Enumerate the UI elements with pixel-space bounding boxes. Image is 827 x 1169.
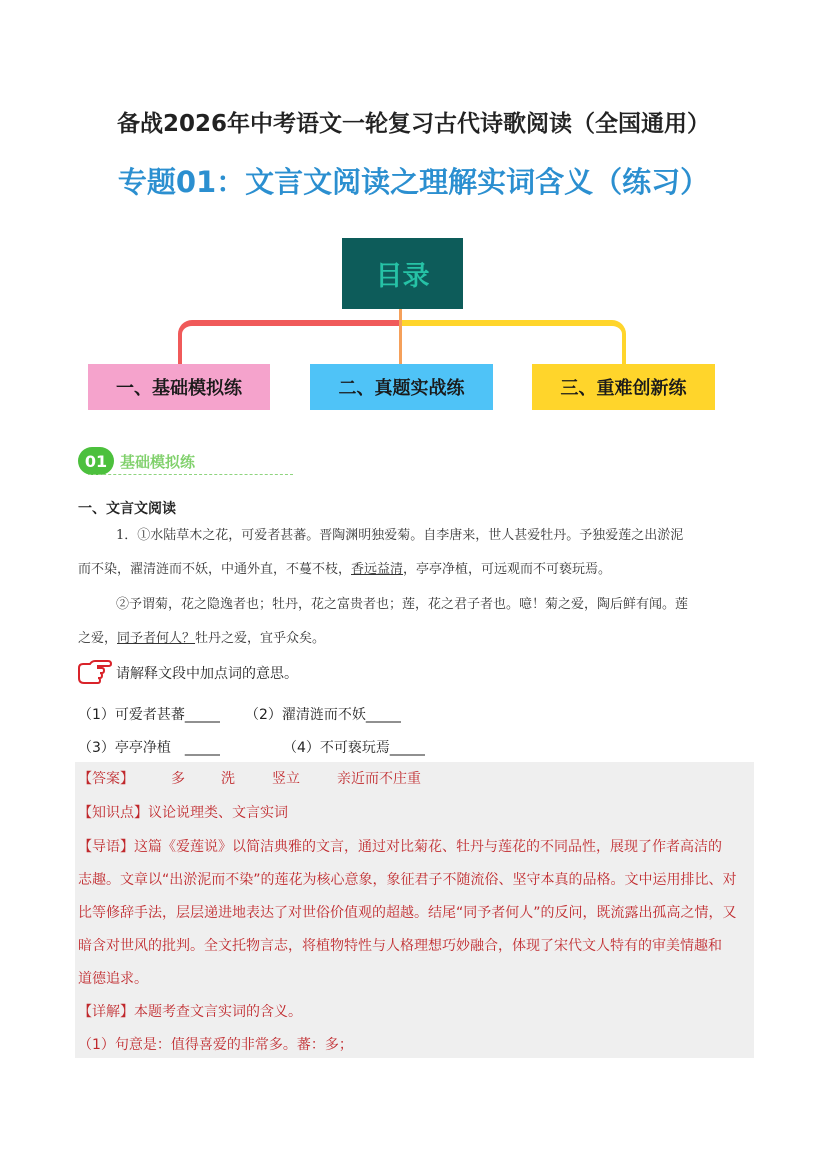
passage-line: 1．①水陆草木之花，可爱者甚蕃。晋陶渊明独爱菊。自李唐来，世人甚爱牡丹。予独爱莲之出淤泥: [116, 528, 684, 543]
guide-line-3: 比等修辞手法，层层递进地表达了对世俗价值观的超越。结尾“同予者何人”的反问，既流露出孤高之情，又: [78, 905, 737, 921]
passage-text: 而不染，濯清涟而不妖，中通外直，不蔓不枝，: [78, 562, 352, 577]
knowledge-tag: 【知识点】: [78, 805, 148, 821]
toc-item-innovation[interactable]: 三、重难创新练: [532, 364, 715, 410]
question-4: （4）不可亵玩焉_____: [283, 740, 425, 756]
passage-underlined-text: 同予者何人？: [117, 631, 196, 646]
guide-text: 这篇《爱莲说》以简洁典雅的文言，通过对比菊花、牡丹与莲花的不同品性，展现了作者高洁的: [134, 839, 722, 855]
passage-line: [78, 627, 325, 646]
answer-tag: 【答案】: [78, 771, 134, 787]
section-badge-underline: [88, 474, 293, 476]
detail-text: 本题考查文言实词的含义。: [134, 1004, 302, 1020]
guide-tag: 【导语】: [78, 839, 134, 855]
toc-connector-yellow: [400, 320, 626, 364]
section-badge-label: 基础模拟练: [120, 453, 196, 471]
toc-connector-red: [178, 320, 400, 364]
pointing-hand-icon: [76, 658, 112, 686]
knowledge-row: [78, 802, 288, 822]
section-badge-number: 01: [78, 447, 114, 475]
toc-root-box: 目录: [342, 238, 463, 309]
knowledge-text: 议论说理类、文言实词: [148, 805, 288, 821]
toc-item-real-exam[interactable]: 二、真题实战练: [310, 364, 493, 410]
passage-underlined-text: 香远益清: [351, 562, 404, 577]
answer-row: [78, 768, 421, 788]
passage-line: ②予谓菊，花之隐逸者也；牡丹，花之富贵者也；莲，花之君子者也。噫！菊之爱，陶后鲜有闻。莲: [116, 597, 689, 612]
passage-text: 之爱，: [78, 631, 118, 646]
guide-line-4: 暗含对世风的批判。全文托物言志，将植物特性与人格理想巧妙融合，体现了宋代文人特有的审美情趣和: [78, 938, 722, 954]
document-subtitle: 专题01：文言文阅读之理解实词含义（练习）: [117, 165, 710, 199]
answer-value: 亲近而不庄重: [337, 771, 421, 787]
toc-item-basic[interactable]: 一、基础模拟练: [88, 364, 270, 410]
document-title: 备战2026年中考语文一轮复习古代诗歌阅读（全国通用）: [116, 111, 710, 137]
section-badge: [78, 447, 223, 475]
section-heading: 一、文言文阅读: [78, 501, 176, 517]
detail-q1: （1）句意是：值得喜爱的非常多。蕃：多；: [78, 1037, 353, 1053]
guide-line-2: 志趣。文章以“出淤泥而不染”的莲花为核心意象，象征君子不随流俗、坚守本真的品格。文中运用排比、对: [78, 872, 737, 888]
guide-line-1: [78, 836, 722, 856]
answer-value: 多: [171, 771, 185, 787]
guide-line-5: 道德追求。: [78, 971, 148, 987]
detail-tag: 【详解】: [78, 1004, 134, 1020]
answer-value: 洗: [221, 771, 235, 787]
passage-text: 牡丹之爱，宜乎众矣。: [195, 631, 326, 646]
answer-value: 竖立: [272, 771, 300, 787]
toc-connector-center: [399, 309, 402, 364]
instruction-text: 请解释文段中加点词的意思。: [116, 666, 298, 682]
passage-line: [78, 558, 611, 577]
question-2: （2）濯清涟而不妖_____: [245, 707, 401, 723]
question-3: （3）亭亭净植 _____: [78, 740, 220, 756]
passage-text: ，亭亭净植，可远观而不可亵玩焉。: [403, 562, 612, 577]
question-1: （1）可爱者甚蕃_____: [78, 707, 220, 723]
detail-row: [78, 1001, 302, 1021]
